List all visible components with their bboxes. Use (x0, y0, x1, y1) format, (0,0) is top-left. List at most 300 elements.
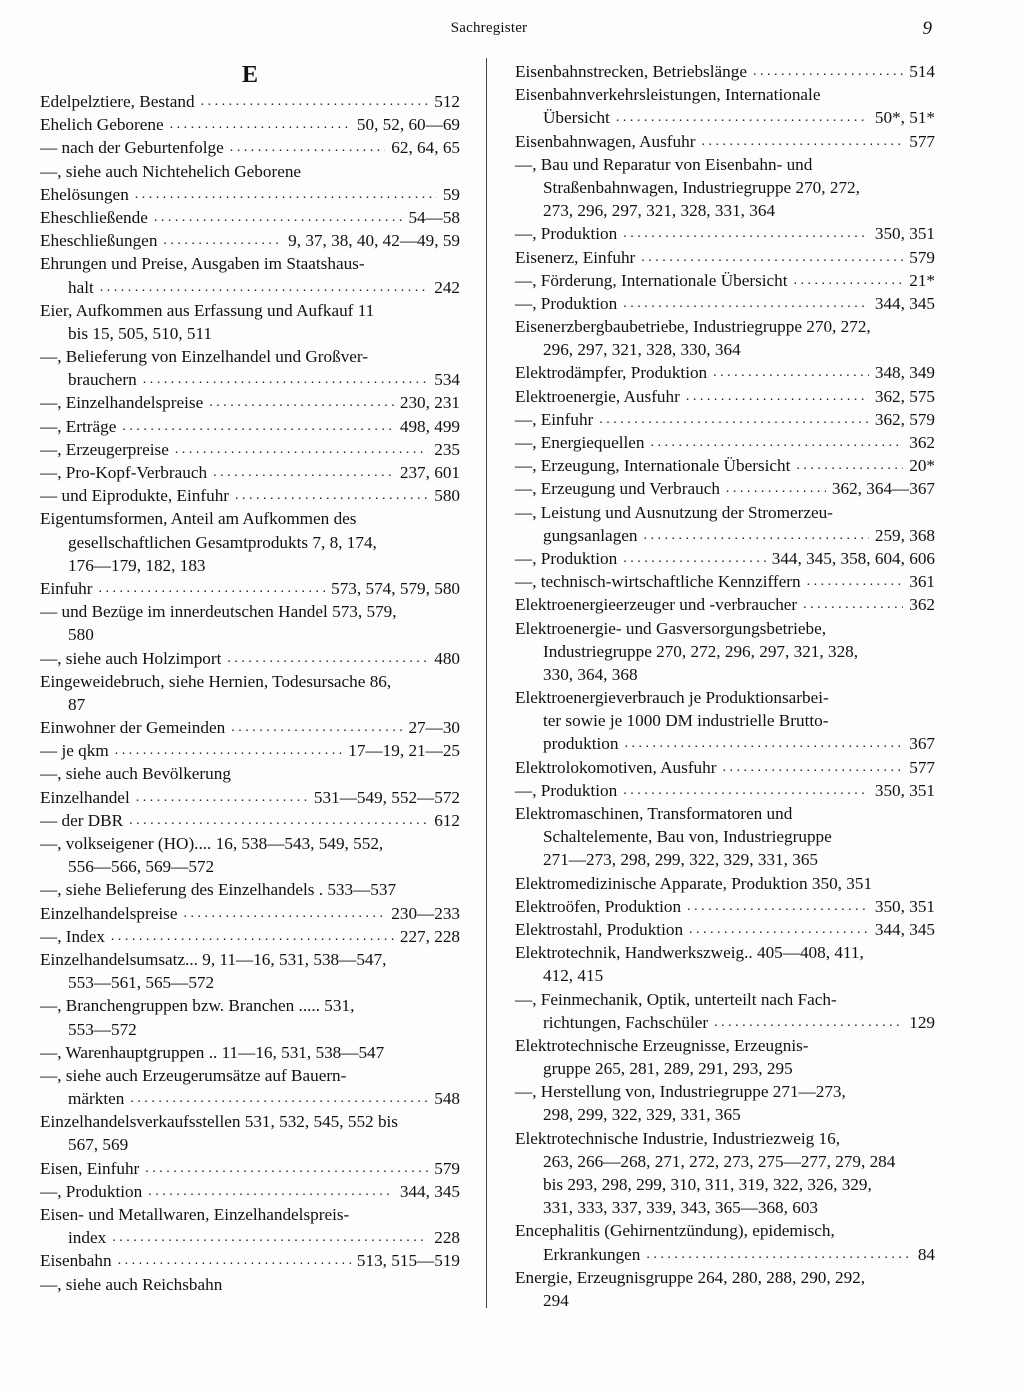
dot-leader (726, 477, 826, 500)
index-entry (40, 1226, 460, 1249)
entry-page-refs: 27—30 (408, 718, 460, 738)
entry-term: Eisen, Einfuhr (40, 1158, 140, 1178)
entry-page-refs: 579 (434, 1158, 460, 1178)
dot-leader (143, 368, 429, 391)
dot-leader (235, 484, 428, 507)
index-entry (40, 322, 460, 345)
index-entry (40, 276, 460, 299)
entry-term: —, siehe auch Bevölkerung (40, 764, 231, 784)
entry-page-refs: 514 (909, 62, 935, 81)
entry-term: —, Produktion (515, 293, 618, 313)
entry-term: 553—561, 565—572 (68, 973, 215, 993)
index-entry (515, 1150, 935, 1173)
entry-page-refs: 50*, 51* (874, 108, 935, 128)
entry-term: 176—179, 182, 183 (68, 555, 206, 575)
entry-term: Eisenerzbergbaubetriebe, Industriegruppe 270, 272, (515, 317, 871, 337)
entry-term: Elektrotechnische Erzeugnisse, Erzeugnis- (515, 1035, 809, 1055)
index-entry (515, 130, 935, 153)
index-entry (40, 345, 460, 368)
index-entry (515, 570, 935, 593)
entry-term: — je qkm (40, 741, 109, 761)
entry-term: Industriegruppe 270, 272, 296, 297, 321, 328, (543, 641, 859, 661)
index-entry (515, 895, 935, 918)
index-entry (40, 160, 460, 183)
entry-term: Elektromaschinen, Transformatoren und (515, 804, 793, 823)
index-entry (40, 971, 460, 994)
index-entry (40, 762, 460, 785)
entry-page-refs: 362 (909, 595, 935, 615)
entry-term: Einfuhr (40, 578, 93, 598)
index-entry (40, 229, 460, 252)
entry-term: Einzelhandelsverkaufsstellen 531, 532, 545, 552 bis (40, 1112, 399, 1132)
index-entry (40, 855, 460, 878)
dot-leader (183, 902, 385, 925)
index-entry (515, 663, 935, 686)
index-entry (515, 1011, 935, 1034)
dot-leader (115, 739, 343, 762)
index-entry (40, 1157, 460, 1180)
index-entry (515, 431, 935, 454)
entry-page-refs: 344, 345, 358, 604, 606 (771, 548, 935, 568)
entry-term: 330, 364, 368 (543, 664, 638, 684)
index-entry (515, 988, 935, 1011)
index-entry (40, 391, 460, 414)
dot-leader (623, 222, 869, 245)
index-entry (515, 246, 935, 269)
dot-leader (616, 106, 869, 129)
entry-term: Ehelich Geborene (40, 115, 164, 135)
index-entry (515, 477, 935, 500)
running-head: Sachregister (450, 20, 528, 36)
index-column-right (515, 60, 935, 1312)
index-entry (40, 1133, 460, 1156)
index-entry (515, 385, 935, 408)
entry-page-refs: 579 (909, 247, 935, 267)
entry-term: Encephalitis (Gehirnentzündung), epidemisch, (515, 1221, 835, 1241)
index-entry (515, 269, 935, 292)
dot-leader (701, 130, 903, 153)
entry-page-refs: 480 (434, 648, 460, 668)
entry-page-refs: 498, 499 (399, 416, 460, 436)
entry-page-refs: 242 (434, 277, 460, 297)
dot-leader (111, 925, 394, 948)
entry-term: Eisenbahnstrecken, Betriebslänge (515, 62, 747, 81)
entry-term: 263, 266—268, 271, 272, 273, 275—277, 279, 284 (543, 1151, 896, 1171)
entry-term: —, Produktion (40, 1181, 143, 1201)
index-entry (515, 361, 935, 384)
entry-term: Eisenbahn (40, 1251, 112, 1271)
entry-page-refs: 348, 349 (874, 363, 935, 383)
entry-term: —, Produktion (515, 224, 618, 244)
index-entry (515, 732, 935, 755)
index-entry (40, 809, 460, 832)
index-entry (515, 964, 935, 987)
entry-page-refs: 573, 574, 579, 580 (331, 578, 460, 598)
index-entry (40, 90, 460, 113)
entry-page-refs: 230—233 (391, 903, 460, 923)
entry-page-refs: 235 (434, 439, 460, 459)
entry-term: — und Bezüge im innerdeutschen Handel 573, 579, (40, 602, 397, 622)
entry-page-refs: 577 (909, 131, 935, 151)
index-entry (40, 113, 460, 136)
entry-term: —, siehe auch Nichtehelich Geborene (40, 161, 302, 181)
entry-term: bis 293, 298, 299, 310, 311, 319, 322, 326, 329, (543, 1175, 872, 1194)
entry-page-refs: 62, 64, 65 (391, 138, 460, 158)
dot-leader (130, 1087, 428, 1110)
index-entry (40, 415, 460, 438)
entry-term: Einwohner der Gemeinden (40, 718, 226, 738)
entry-term: 271—273, 298, 299, 322, 329, 331, 365 (543, 850, 818, 870)
index-entry (515, 1219, 935, 1242)
index-entry (515, 153, 935, 176)
dot-leader (714, 1011, 903, 1034)
index-entry (515, 60, 935, 83)
entry-term: —, Produktion (515, 548, 618, 568)
index-entry (40, 1249, 460, 1272)
index-column-left (40, 60, 460, 1296)
index-entry (515, 848, 935, 871)
entry-term: 553—572 (68, 1019, 137, 1039)
entry-term: Elektrolokomotiven, Ausfuhr (515, 757, 717, 777)
index-entry (40, 1273, 460, 1296)
entry-term: —, Leistung und Ausnutzung der Stromerzeu- (515, 502, 833, 522)
entry-term: 556—566, 569—572 (68, 857, 215, 877)
entry-term: — nach der Geburtenfolge (40, 138, 224, 158)
dot-leader (644, 524, 869, 547)
dot-leader (599, 408, 869, 431)
entry-term: halt (68, 277, 94, 297)
entry-page-refs: 230, 231 (399, 393, 460, 413)
dot-leader (689, 918, 869, 941)
entry-page-refs: 21* (909, 270, 935, 290)
index-entry (40, 716, 460, 739)
entry-term: Elektroenergie- und Gasversorgungsbetriebe, (515, 618, 827, 638)
entry-term: Elektroöfen, Produktion (515, 896, 682, 916)
dot-leader (722, 756, 903, 779)
entry-page-refs: 259, 368 (874, 525, 935, 545)
entry-term: —, Einzelhandelspreise (40, 393, 204, 413)
dot-leader (154, 206, 403, 229)
entry-term: —, Produktion (515, 780, 618, 800)
entry-page-refs: 344, 345 (874, 293, 935, 313)
index-entry (40, 1018, 460, 1041)
index-entry (40, 507, 460, 530)
entry-term: Eisenbahnwagen, Ausfuhr (515, 131, 696, 151)
dot-leader (646, 1243, 911, 1266)
index-entry (40, 902, 460, 925)
index-entry (515, 640, 935, 663)
index-entry (515, 593, 935, 616)
entry-page-refs: 84 (917, 1244, 935, 1264)
entry-term: Eier, Aufkommen aus Erfassung und Aufkauf 11 (40, 300, 375, 320)
dot-leader (170, 113, 351, 136)
index-entry (515, 1196, 935, 1219)
entry-term: 580 (68, 625, 94, 645)
index-entry (515, 1289, 935, 1312)
entry-term: —, Energiequellen (515, 433, 645, 452)
index-entry (40, 994, 460, 1017)
entry-term: —, Index (40, 926, 105, 946)
dot-leader (145, 1157, 428, 1180)
entry-term: 298, 299, 322, 329, 331, 365 (543, 1105, 741, 1125)
dot-leader (807, 570, 904, 593)
entry-term: Schaltelemente, Bau von, Industriegruppe (543, 827, 832, 847)
entry-page-refs: 612 (434, 810, 460, 830)
entry-term: —, Erzeugung, Internationale Übersicht (515, 456, 791, 476)
dot-leader (213, 461, 394, 484)
index-entry (40, 693, 460, 716)
dot-leader (651, 431, 904, 454)
index-entry (40, 1041, 460, 1064)
index-entry (40, 252, 460, 275)
index-entry (515, 524, 935, 547)
entry-term: —, Erzeugerpreise (40, 439, 169, 459)
entry-page-refs: 344, 345 (399, 1181, 460, 1201)
page-number: 9 (922, 18, 932, 39)
index-entry (40, 461, 460, 484)
index-entry (515, 501, 935, 524)
column-divider (486, 58, 487, 1308)
entry-term: 294 (543, 1290, 569, 1310)
index-entry (40, 531, 460, 554)
index-entry (40, 948, 460, 971)
dot-leader (122, 415, 393, 438)
index-entry (40, 925, 460, 948)
entry-term: Einzelhandelsumsatz... 9, 11—16, 531, 538—547, (40, 949, 387, 969)
index-entry (515, 292, 935, 315)
entry-term: —, Herstellung von, Industriegruppe 271—273, (515, 1082, 846, 1102)
index-entry (40, 832, 460, 855)
entry-term: Elektrotechnik, Handwerkszweig.. 405—408, 411, (515, 943, 864, 963)
entry-page-refs: 534 (434, 370, 460, 390)
index-entry (40, 1064, 460, 1087)
index-entry (515, 454, 935, 477)
dot-leader (135, 183, 437, 206)
entry-term: Straßenbahnwagen, Industriegruppe 270, 272, (543, 177, 860, 197)
entry-term: —, siehe auch Erzeugerumsätze auf Bauern- (40, 1065, 347, 1085)
entry-term: Übersicht (543, 108, 610, 128)
index-entry (40, 878, 460, 901)
entry-term: —, Pro-Kopf-Verbrauch (40, 463, 208, 482)
index-entry (515, 176, 935, 199)
entry-term: bis 15, 505, 510, 511 (68, 323, 213, 343)
dot-leader (713, 361, 869, 384)
index-entry (40, 623, 460, 646)
entry-term: Elektrostahl, Produktion (515, 919, 684, 939)
entry-page-refs: 129 (909, 1012, 935, 1032)
index-entry (515, 408, 935, 431)
index-entry (40, 1087, 460, 1110)
entry-page-refs: 362, 575 (874, 386, 935, 406)
entry-page-refs: 513, 515—519 (356, 1251, 460, 1271)
entry-page-refs: 512 (434, 92, 460, 111)
index-entry (515, 338, 935, 361)
index-entry (515, 686, 935, 709)
dot-leader (624, 732, 903, 755)
index-entry (515, 617, 935, 640)
entry-page-refs: 548 (434, 1089, 460, 1109)
entry-page-refs: 361 (909, 572, 935, 592)
dot-leader (163, 229, 282, 252)
entry-term: 273, 296, 297, 321, 328, 331, 364 (543, 201, 776, 221)
index-entry (40, 1180, 460, 1203)
entry-term: richtungen, Fachschüler (543, 1012, 709, 1032)
entry-term: —, siehe auch Reichsbahn (40, 1274, 223, 1294)
index-entry (40, 438, 460, 461)
index-entry (515, 83, 935, 106)
entry-page-refs: 227, 228 (399, 926, 460, 946)
entry-page-refs: 9, 37, 38, 40, 42—49, 59 (288, 231, 460, 251)
dot-leader (641, 246, 903, 269)
entry-term: Elektromedizinische Apparate, Produktion 350, 351 (515, 873, 873, 893)
index-entry (515, 825, 935, 848)
entry-page-refs: 580 (434, 486, 460, 506)
dot-leader (686, 385, 869, 408)
entry-term: index (68, 1228, 107, 1248)
index-entry (40, 484, 460, 507)
index-entry (515, 1080, 935, 1103)
entry-term: märkten (68, 1089, 125, 1109)
dot-leader (230, 136, 386, 159)
entry-term: —, Bau und Reparatur von Eisenbahn- und (515, 154, 813, 174)
entry-term: 296, 297, 321, 328, 330, 364 (543, 340, 741, 360)
entry-term: brauchern (68, 370, 137, 390)
dot-leader (753, 60, 903, 83)
index-entry (515, 1243, 935, 1266)
entry-term: Eheschließende (40, 207, 148, 227)
entry-term: 87 (68, 694, 86, 714)
dot-leader (623, 547, 766, 570)
entry-term: 331, 333, 337, 339, 343, 365—368, 603 (543, 1198, 818, 1218)
entry-page-refs: 17—19, 21—25 (348, 741, 460, 761)
dot-leader (623, 292, 869, 315)
entry-term: — der DBR (40, 810, 124, 830)
entry-page-refs: 367 (909, 734, 935, 754)
entry-term: Eigentumsformen, Anteil am Aufkommen des (40, 509, 357, 529)
entry-term: Eingeweidebruch, siehe Hernien, Todesursache 86, (40, 671, 392, 691)
entry-page-refs: 362, 579 (874, 409, 935, 429)
index-entry (515, 1034, 935, 1057)
dot-leader (687, 895, 869, 918)
entry-term: —, Erträge (40, 416, 117, 436)
entry-page-refs: 54—58 (408, 207, 460, 227)
index-entry (515, 1057, 935, 1080)
dot-leader (129, 809, 428, 832)
dot-leader (209, 391, 394, 414)
index-entry (40, 1110, 460, 1133)
section-letter: E (241, 62, 258, 88)
entry-page-refs: 228 (434, 1228, 460, 1248)
index-entry (40, 647, 460, 670)
index-entry (515, 918, 935, 941)
entry-term: —, siehe Belieferung des Einzelhandels . 533—537 (40, 880, 397, 900)
index-entry (515, 1127, 935, 1150)
entry-term: gungsanlagen (543, 525, 638, 545)
entry-term: ter sowie je 1000 DM industrielle Brutto- (543, 711, 829, 731)
entry-term: Elektrotechnische Industrie, Industriezweig 16, (515, 1128, 841, 1148)
page-header (0, 18, 1024, 42)
dot-leader (118, 1249, 351, 1272)
index-entry (515, 872, 935, 895)
entry-page-refs: 350, 351 (874, 780, 935, 800)
entry-term: —, Förderung, Internationale Übersicht (515, 270, 788, 290)
dot-leader (99, 577, 326, 600)
index-entry (515, 756, 935, 779)
index-entry (515, 315, 935, 338)
entry-term: gesellschaftlichen Gesamtprodukts 7, 8, 174, (68, 532, 377, 552)
entry-term: —, Einfuhr (515, 409, 594, 429)
entry-term: Eisenerz, Einfuhr (515, 247, 636, 267)
dot-leader (175, 438, 428, 461)
index-entry (40, 670, 460, 693)
dot-leader (201, 90, 429, 113)
index-entry (40, 739, 460, 762)
index-entry (40, 183, 460, 206)
entry-page-refs: 20* (909, 456, 935, 476)
index-entry (515, 709, 935, 732)
entry-page-refs: 50, 52, 60—69 (356, 115, 460, 135)
entry-page-refs: 577 (909, 757, 935, 777)
dot-leader (794, 269, 904, 292)
index-entry (40, 368, 460, 391)
index-entry (515, 802, 935, 825)
entry-term: Eisenbahnverkehrsleistungen, Internationale (515, 85, 821, 105)
index-entry (40, 577, 460, 600)
entry-term: Edelpelztiere, Bestand (40, 92, 195, 111)
entry-page-refs: 344, 345 (874, 919, 935, 939)
dot-leader (136, 786, 308, 809)
index-entry (40, 600, 460, 623)
index-entry (515, 779, 935, 802)
index-entry (40, 554, 460, 577)
entry-page-refs: 350, 351 (874, 896, 935, 916)
entry-term: —, Warenhauptgruppen .. 11—16, 531, 538—547 (40, 1042, 385, 1062)
entry-page-refs: 350, 351 (874, 224, 935, 244)
index-entry (515, 941, 935, 964)
entry-term: —, Feinmechanik, Optik, unterteilt nach Fach- (515, 989, 837, 1009)
entry-term: 567, 569 (68, 1135, 129, 1155)
dot-leader (100, 276, 428, 299)
index-entry (40, 299, 460, 322)
dot-leader (803, 593, 903, 616)
entry-term: Einzelhandel (40, 787, 130, 807)
entry-term: Elektroenergieerzeuger und -verbraucher (515, 595, 798, 615)
index-entry (40, 206, 460, 229)
entry-page-refs: 59 (442, 184, 460, 204)
entry-term: —, siehe auch Holzimport (40, 648, 222, 668)
index-entry (515, 547, 935, 570)
dot-leader (796, 454, 903, 477)
entry-term: —, Branchengruppen bzw. Branchen ..... 531, (40, 996, 355, 1016)
index-entry (40, 136, 460, 159)
entry-term: —, Erzeugung und Verbrauch (515, 479, 720, 499)
entry-term: Elektroenergie, Ausfuhr (515, 386, 680, 406)
entry-term: Ehrungen und Preise, Ausgaben im Staatshaus- (40, 254, 365, 274)
entry-page-refs: 362, 364—367 (831, 479, 935, 499)
entry-term: 412, 415 (543, 966, 604, 986)
entry-term: Erkrankungen (543, 1244, 641, 1264)
entry-term: —, technisch-wirtschaftliche Kennziffern (515, 572, 801, 592)
dot-leader (231, 716, 402, 739)
dot-leader (227, 647, 428, 670)
dot-leader (623, 779, 869, 802)
entry-term: produktion (543, 734, 619, 754)
entry-term: Elektroenergieverbrauch je Produktionsarbei- (515, 688, 829, 708)
index-entry (515, 1173, 935, 1196)
index-entry (515, 106, 935, 129)
entry-term: — und Eiprodukte, Einfuhr (40, 486, 230, 506)
entry-term: —, volkseigener (HO).... 16, 538—543, 549, 552, (40, 834, 384, 853)
